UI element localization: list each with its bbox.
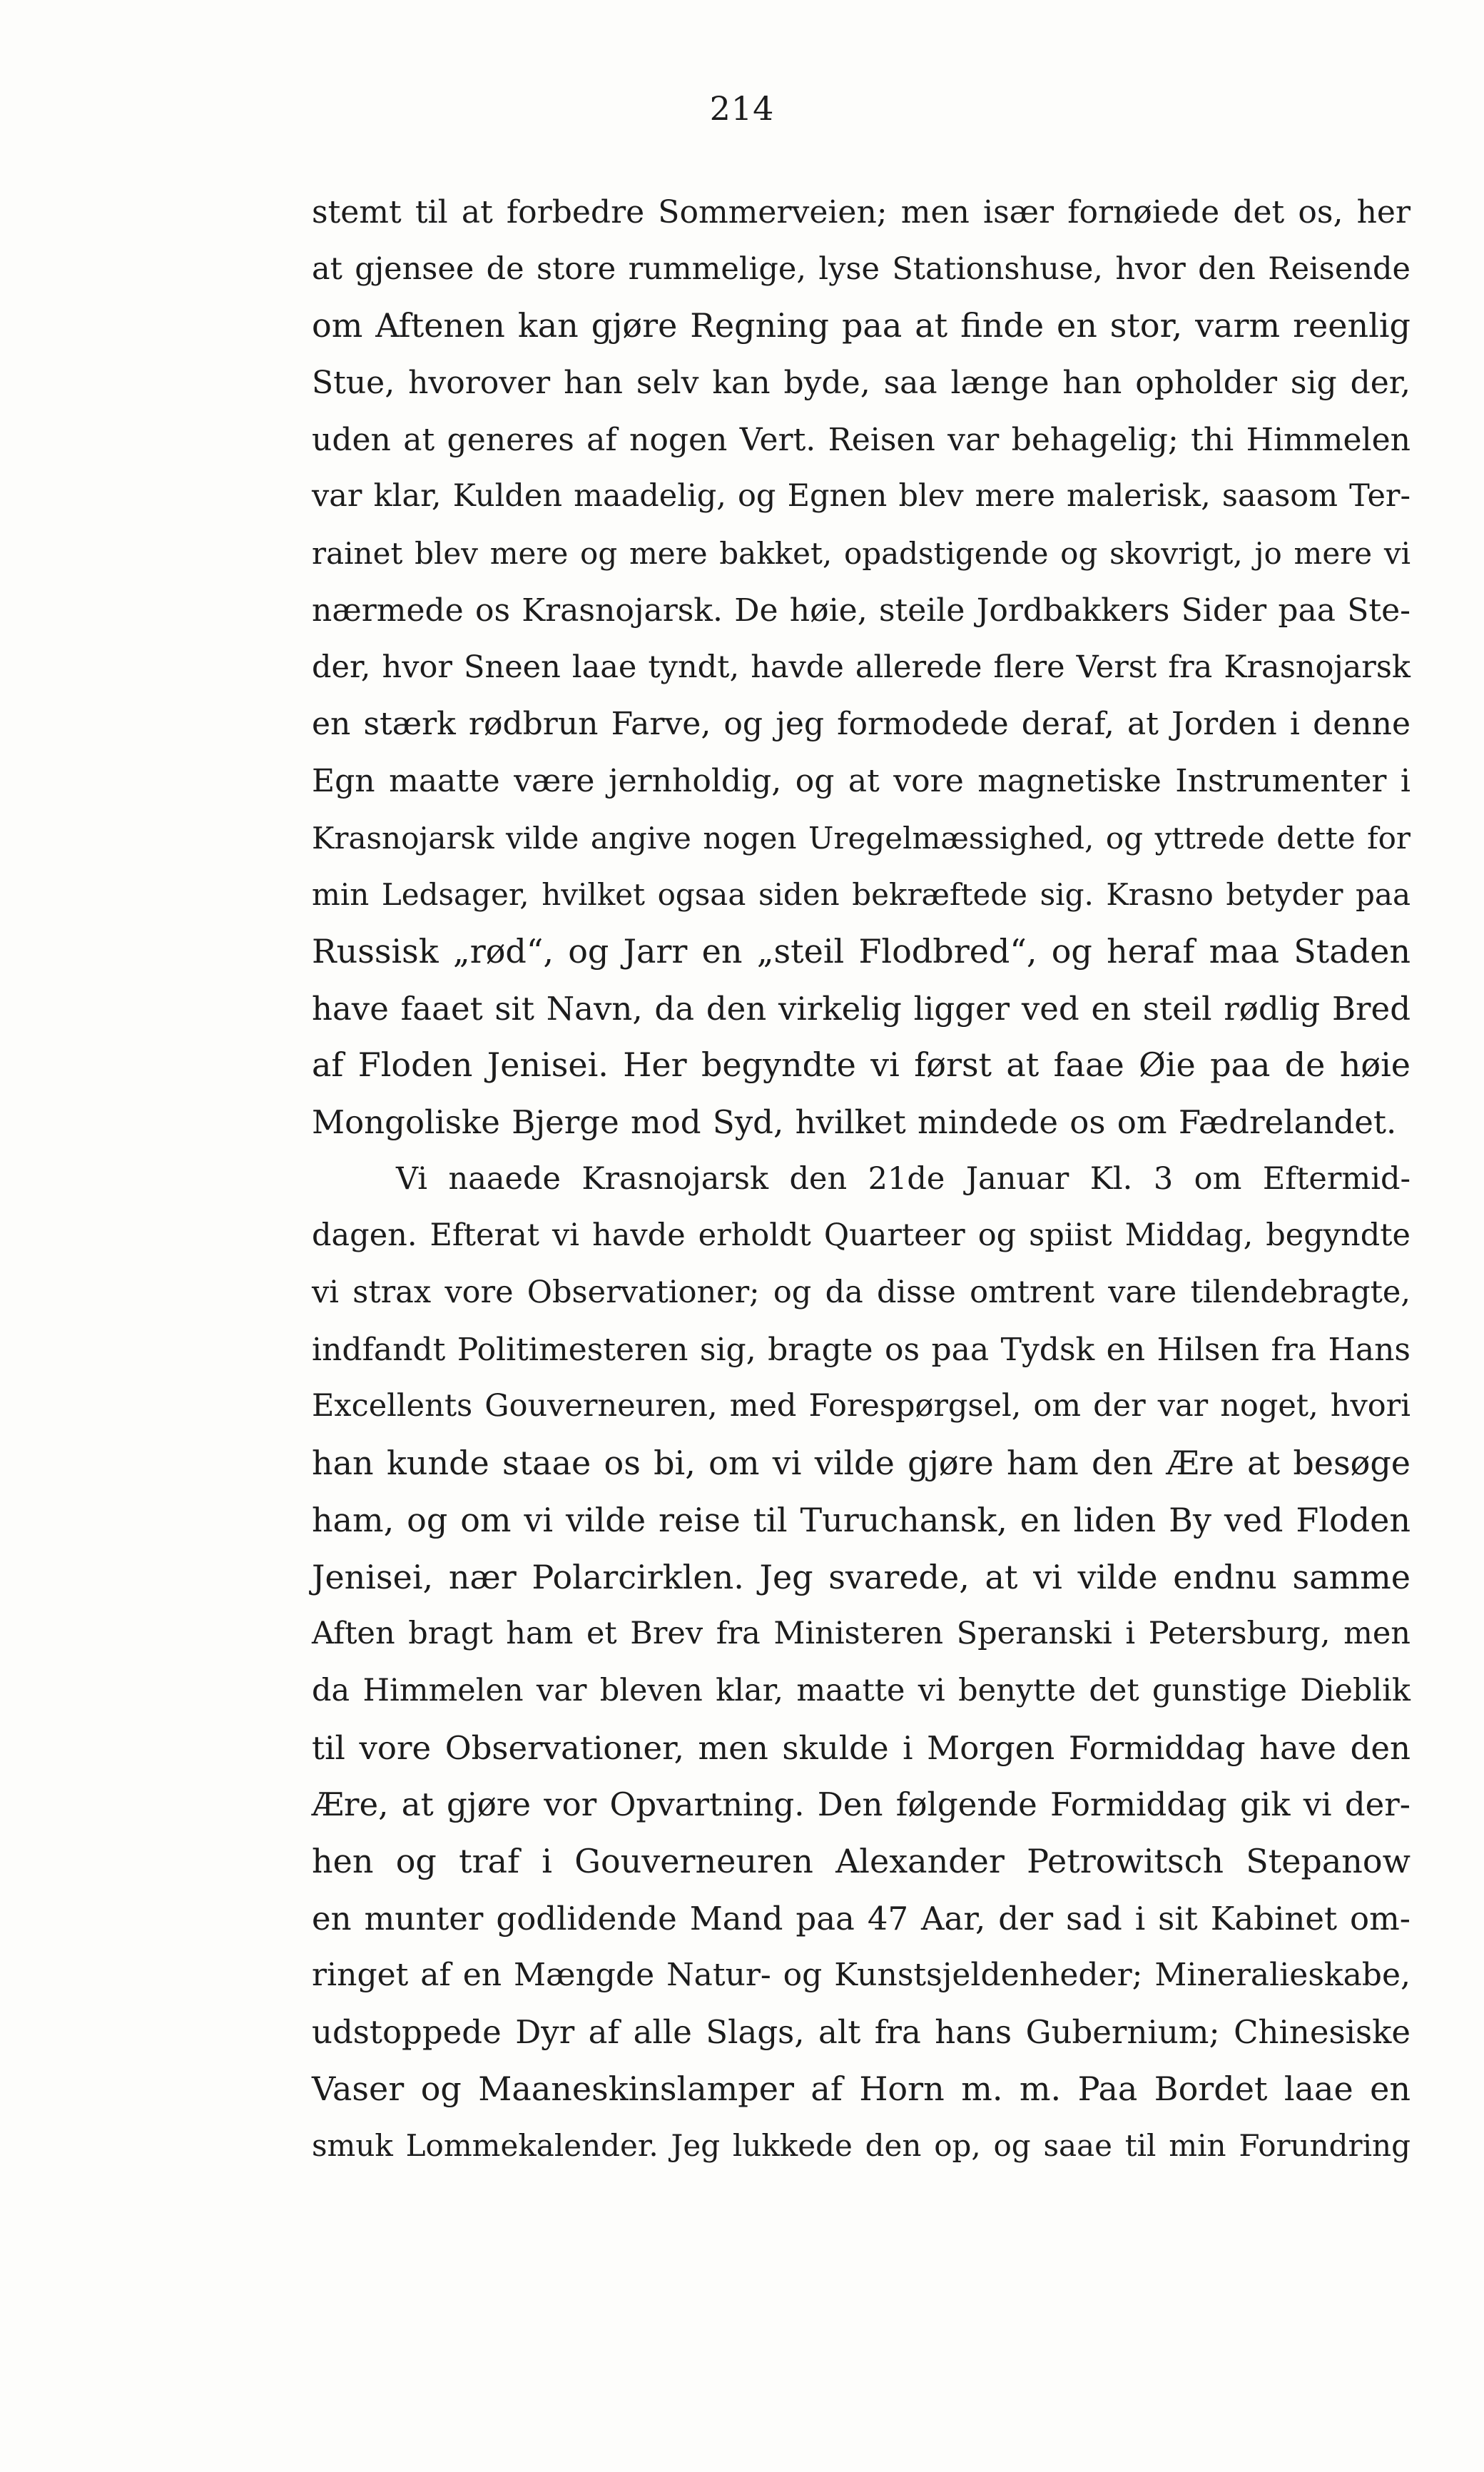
text-line: Aften bragt ham et Brev fra Ministeren Speranski i Petersburg, men — [312, 1616, 1411, 1652]
text-line: til vore Observationer, men skulde i Morgen Formiddag have den — [312, 1728, 1411, 1767]
text-line: stemt til at forbedre Sommerveien; men især fornøiede det os, her — [312, 194, 1411, 231]
text-line: Excellents Gouverneuren, med Forespørgsel, om der var noget, hvori — [312, 1388, 1411, 1424]
text-line: en munter godlidende Mand paa 47 Aar, der sad i sit Kabinet om- — [312, 1899, 1411, 1937]
text-line: hen og traf i Gouverneuren Alexander Petrowitsch Stepanow — [312, 1841, 1411, 1880]
text-line: Vaser og Maaneskinslamper af Horn m. m. Paa Bordet laae en — [312, 2069, 1411, 2108]
text-line: Stue, hvorover han selv kan byde, saa længe han opholder sig der, — [312, 365, 1411, 402]
text-line: Ære, at gjøre vor Opvartning. Den følgende Formiddag gik vi der- — [312, 1785, 1411, 1824]
text-line: vi strax vore Observationer; og da disse omtrent vare tilendebragte, — [312, 1275, 1411, 1311]
text-line: ringet af en Mængde Natur- og Kunstsjeldenheder; Mineralieskabe, — [312, 1957, 1411, 1994]
text-line: have faaet sit Navn, da den virkelig ligger ved en steil rødlig Bred — [312, 989, 1411, 1028]
text-line: at gjensee de store rummelige, lyse Stationshuse, hvor den Reisende — [312, 250, 1411, 287]
text-line: ham, og om vi vilde reise til Turuchansk, en liden By ved Floden — [312, 1500, 1411, 1539]
text-line: Vi naaede Krasnojarsk den 21de Januar Kl. 3 om Eftermid- — [396, 1160, 1411, 1197]
text-line: uden at generes af nogen Vert. Reisen var behagelig; thi Himmelen — [312, 421, 1411, 458]
text-line: en stærk rødbrun Farve, og jeg formodede deraf, at Jorden i denne — [312, 706, 1411, 743]
text-line: indfandt Politimesteren sig, bragte os paa Tydsk en Hilsen fra Hans — [312, 1331, 1411, 1368]
text-line: dagen. Efterat vi havde erholdt Quarteer og spiist Middag, begyndte — [312, 1217, 1411, 1254]
text-line: Krasnojarsk vilde angive nogen Uregelmæssighed, og yttrede dette for — [312, 820, 1411, 856]
text-line: om Aftenen kan gjøre Regning paa at finde en stor, varm reenlig — [312, 306, 1411, 345]
text-line: Jenisei, nær Polarcirklen. Jeg svarede, at vi vilde endnu samme — [312, 1557, 1411, 1596]
text-line: nærmede os Krasnojarsk. De høie, steile Jordbakkers Sider paa Ste- — [312, 592, 1411, 629]
text-line: smuk Lommekalender. Jeg lukkede den op, og saae til min Forundring — [312, 2128, 1411, 2164]
text-line: Egn maatte være jernholdig, og at vore magnetiske Instrumenter i — [312, 762, 1411, 799]
text-line: der, hvor Sneen laae tyndt, havde allerede flere Verst fra Krasnojarsk — [312, 649, 1411, 685]
text-line: Russisk „rød“, og Jarr en „steil Flodbred“, og heraf maa Staden — [312, 931, 1411, 971]
text-line: af Floden Jenisei. Her begyndte vi først at faae Øie paa de høie — [312, 1045, 1411, 1085]
page-number: 214 — [709, 89, 775, 128]
text-line: rainet blev mere og mere bakket, opadstigende og skovrigt, jo mere vi — [312, 536, 1411, 572]
text-line: var klar, Kulden maadelig, og Egnen blev mere malerisk, saasom Ter- — [312, 478, 1411, 515]
text-line: udstoppede Dyr af alle Slags, alt fra hans Gubernium; Chinesiske — [312, 2013, 1411, 2051]
text-line: min Ledsager, hvilket ogsaa siden bekræftede sig. Krasno betyder paa — [312, 877, 1411, 913]
body-text — [312, 184, 1411, 2174]
text-line: da Himmelen var bleven klar, maatte vi benytte det gunstige Dieblik — [312, 1672, 1411, 1708]
text-line: Mongoliske Bjerge mod Syd, hvilket mindede os om Fædrelandet. — [312, 1103, 1397, 1141]
text-line: han kunde staae os bi, om vi vilde gjøre ham den Ære at besøge — [312, 1444, 1411, 1483]
